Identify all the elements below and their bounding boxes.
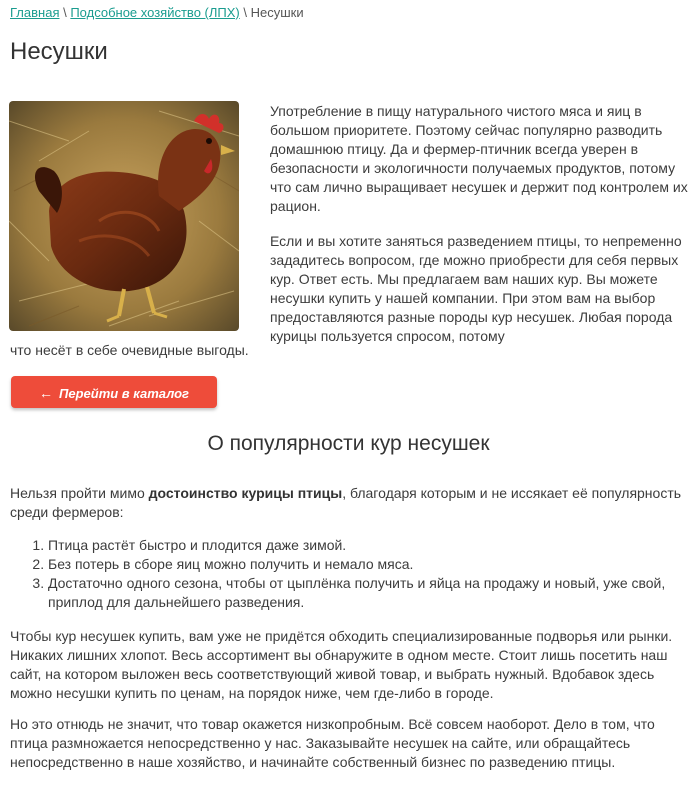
list-item: 3. Достаточно одного сезона, чтобы от цыплёнка получить и яйца на продажу и новый, уже свой, приплод для дальнейшего разведения.	[48, 574, 694, 612]
paragraph-quality: Но это отнюдь не значит, что товар окажется низкопробным. Всё совсем наоборот. Дело в том, что птица размножается непосредственно у нас. Заказывайте несушек на сайте, или обращайтесь непосредственно в наше хозяйство, и начинайте собственный бизнес по разведению птицы.	[10, 716, 655, 770]
arrow-left-icon: ←	[39, 385, 53, 401]
breadcrumb-section-link[interactable]: Подсобное хозяйство (ЛПХ)	[70, 5, 240, 20]
intro-paragraph-2: Если и вы хотите заняться разведением птицы, то непременно зададитесь вопросом, где можно приобрести для себя первых кур. Ответ есть. Мы предлагаем вам наших кур. Вы можете несушки купить у нашей компании. При этом вам на выбор предоставляются разные породы кур несушек. Любая порода курицы пользуется спросом, потому	[270, 233, 682, 344]
page-title: Несушки	[10, 38, 108, 65]
breadcrumb	[10, 5, 304, 20]
intro-paragraph-2-tail: что несёт в себе очевидные выгоды.	[10, 342, 249, 358]
list-item: 2. Без потерь в сборе яиц можно получить и немало мяса.	[48, 555, 694, 574]
chicken-photo-icon	[9, 101, 239, 331]
breadcrumb-separator: \	[59, 5, 71, 20]
benefits-list	[10, 536, 694, 612]
section-intro-after: , благодаря которым и не иссякает её популярность среди фермеров:	[10, 485, 682, 520]
section-title: О популярности кур несушек	[207, 432, 490, 455]
breadcrumb-home-link[interactable]: Главная	[10, 5, 60, 20]
list-item: 1. Птица растёт быстро и плодится даже зимой.	[48, 536, 694, 555]
section-intro	[10, 484, 694, 522]
paragraph-buy: Чтобы кур несушек купить, вам уже не придётся обходить специализированные подворья или рынки. Никаких лишних хлопот. Весь ассортимент вы обнаружите в одном месте. Стоит лишь посетить наш сайт, на котором выложен весь соответствующий живой товар, и выбрать нужный. Вдобавок здесь можно несушки купить по ценам, на порядок ниже, чем где-либо в городе.	[10, 628, 673, 701]
intro-paragraph-1: Употребление в пищу натурального чистого мяса и яиц в большом приоритете. Поэтому сейчас популярно разводить домашнюю птицу. Да и фермер-птичник всегда уверен в безопасности и экологичности получаемых продуктов, потому что сам лично выращивает несушек и держит под контролем их рацион.	[270, 103, 688, 214]
breadcrumb-separator: \	[239, 5, 251, 20]
section-intro-before: Нельзя пройти мимо	[10, 485, 149, 501]
catalog-button[interactable]	[11, 376, 217, 408]
catalog-button-label: Перейти в каталог	[59, 386, 189, 401]
section-intro-bold: достоинство курицы птицы	[148, 485, 343, 501]
chicken-photo	[9, 101, 239, 331]
breadcrumb-current: Несушки	[250, 5, 304, 20]
